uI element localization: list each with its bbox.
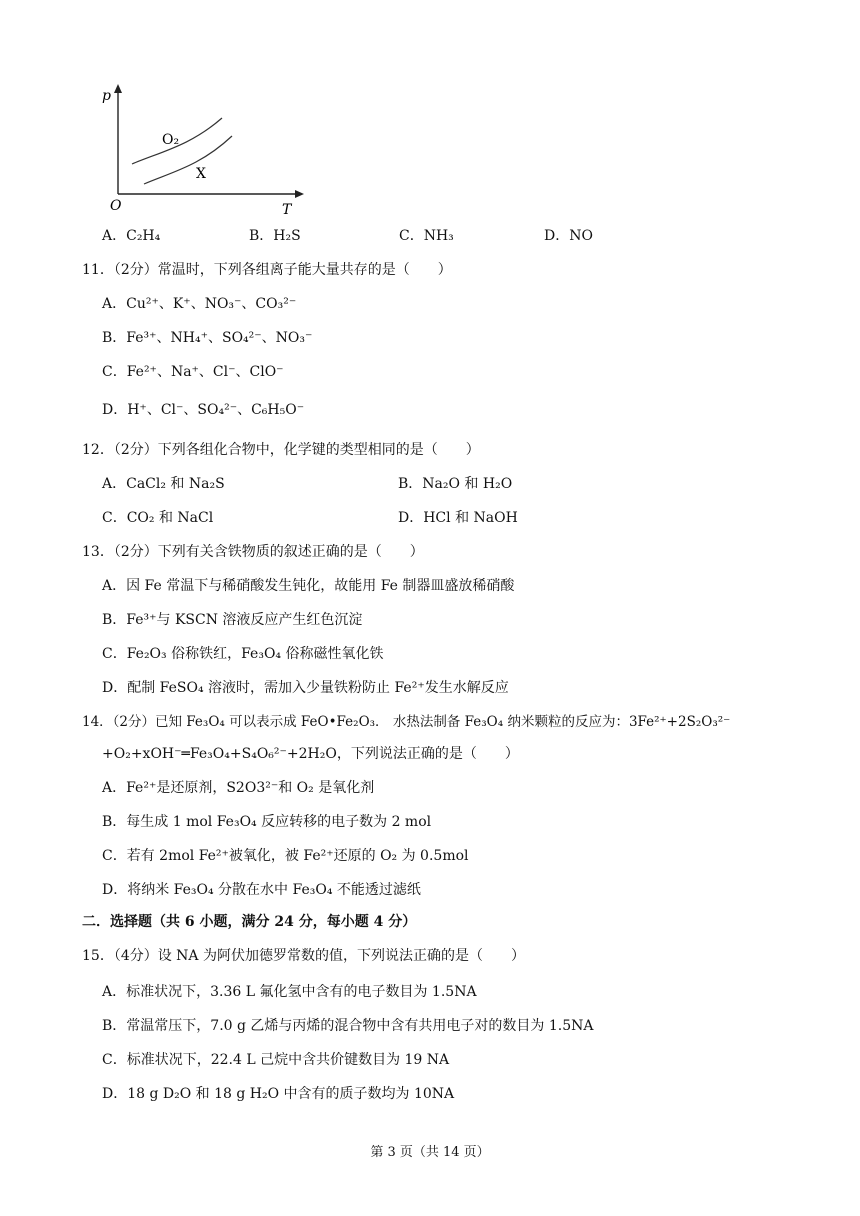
origin-label: O [110, 198, 122, 214]
q15-option-a: A．标准状况下，3.36 L 氟化氢中含有的电子数目为 1.5NA [102, 984, 477, 1000]
page-number: 第 3 页（共 14 页） [370, 1145, 490, 1160]
q11-stem: 11．（2分）常温时，下列各组离子能大量共存的是（ ） [82, 262, 452, 278]
q10-option-a: A．C₂H₄ [102, 228, 161, 244]
q13-option-b: B．Fe³⁺与 KSCN 溶液反应产生红色沉淀 [102, 612, 363, 628]
q12-stem: 12．（2分）下列各组化合物中，化学键的类型相同的是（ ） [82, 442, 480, 458]
x-axis-arrow [295, 190, 304, 198]
q12-option-a: A．CaCl₂ 和 Na₂S [102, 476, 225, 492]
curve-lower-label: X [196, 166, 206, 182]
q15-option-b: B．常温常压下，7.0 g 乙烯与丙烯的混合物中含有共用电子对的数目为 1.5NA [102, 1018, 594, 1034]
q14-stem-line2: +O₂+xOH⁻═Fe₃O₄+S₄O₆²⁻+2H₂O，下列说法正确的是（ ） [102, 746, 519, 762]
q15-stem: 15．（4分）设 NA 为阿伏加德罗常数的值，下列说法正确的是（ ） [82, 948, 525, 964]
q11-option-a: A．Cu²⁺、K⁺、NO₃⁻、CO₃²⁻ [102, 296, 297, 312]
curve-lower [144, 136, 232, 184]
q15-option-c: C．标准状况下，22.4 L 己烷中含共价键数目为 19 NA [102, 1052, 450, 1068]
q13-option-c: C．Fe₂O₃ 俗称铁红，Fe₃O₄ 俗称磁性氧化铁 [102, 646, 384, 662]
q11-option-c: C．Fe²⁺、Na⁺、Cl⁻、ClO⁻ [102, 364, 284, 380]
q11-option-d: D．H⁺、Cl⁻、SO₄²⁻、C₆H₅O⁻ [102, 402, 305, 418]
pressure-temperature-graph [100, 80, 310, 220]
q12-option-d: D．HCl 和 NaOH [398, 510, 518, 526]
q10-option-b: B．H₂S [249, 228, 301, 244]
q14-option-a: A．Fe²⁺是还原剂，S2O3²⁻和 O₂ 是氧化剂 [102, 780, 375, 796]
y-axis-label: p [102, 88, 111, 104]
x-axis-label: T [282, 202, 292, 218]
q11-option-b: B．Fe³⁺、NH₄⁺、SO₄²⁻、NO₃⁻ [102, 330, 313, 346]
q13-option-d: D．配制 FeSO₄ 溶液时，需加入少量铁粉防止 Fe²⁺发生水解反应 [102, 680, 509, 696]
q14-stem-line1: 14．（2分）已知 Fe₃O₄ 可以表示成 FeO•Fe₂O₃． 水热法制备 Fe₃O₄ 纳米颗粒的反应为：3Fe²⁺+2S₂O₃²⁻ [82, 714, 731, 730]
q14-option-d: D．将纳米 Fe₃O₄ 分散在水中 Fe₃O₄ 不能透过滤纸 [102, 882, 421, 898]
q14-option-c: C．若有 2mol Fe²⁺被氧化，被 Fe²⁺还原的 O₂ 为 0.5mol [102, 848, 469, 864]
q12-option-c: C．CO₂ 和 NaCl [102, 510, 214, 526]
curve-upper-label: O₂ [162, 132, 180, 148]
q10-option-c: C．NH₃ [399, 228, 454, 244]
graph-svg [100, 80, 310, 220]
section-heading: 二．选择题（共 6 小题，满分 24 分，每小题 4 分） [82, 914, 417, 930]
q15-option-d: D．18 g D₂O 和 18 g H₂O 中含有的质子数均为 10NA [102, 1086, 455, 1102]
y-axis-arrow [114, 84, 122, 93]
q12-option-b: B．Na₂O 和 H₂O [398, 476, 513, 492]
q13-option-a: A．因 Fe 常温下与稀硝酸发生钝化，故能用 Fe 制器皿盛放稀硝酸 [102, 578, 515, 594]
q10-option-d: D．NO [544, 228, 593, 244]
q13-stem: 13．（2分）下列有关含铁物质的叙述正确的是（ ） [82, 544, 424, 560]
q14-option-b: B．每生成 1 mol Fe₃O₄ 反应转移的电子数为 2 mol [102, 814, 432, 830]
